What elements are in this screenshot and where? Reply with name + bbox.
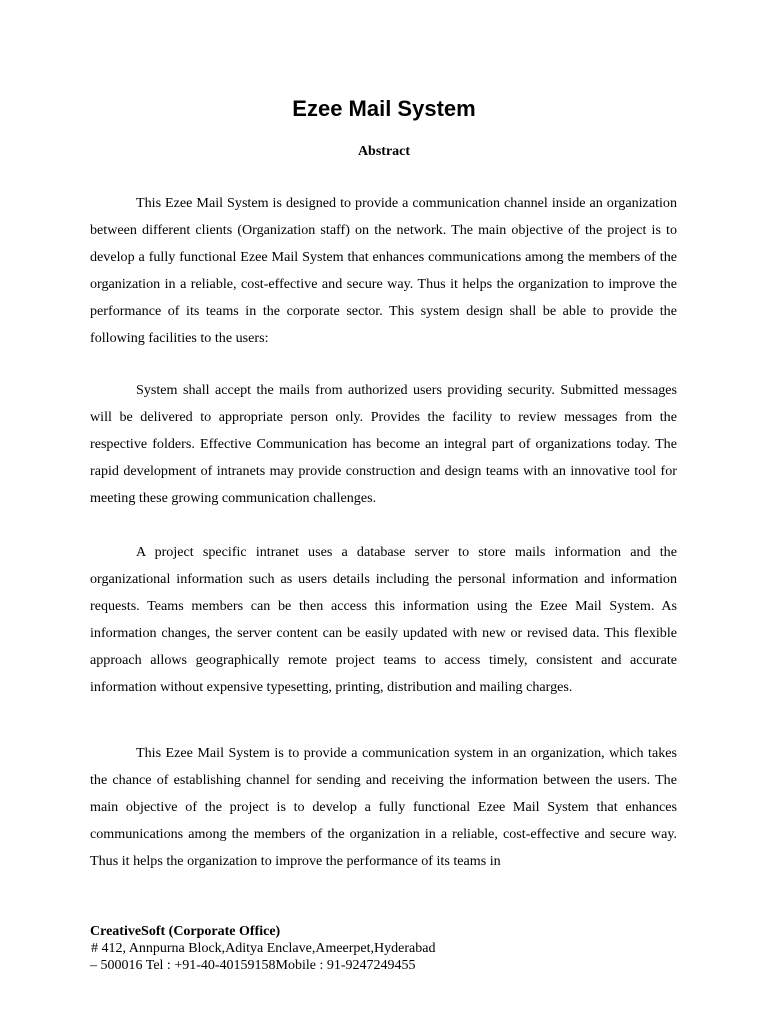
- paragraph-4: This Ezee Mail System is to provide a communication system in an organization, which takes the chance of establishing channel for sending and receiving the information between the users. The main objective of the project is to develop a fully functional Ezee Mail System that enhances communications among the members of the organization in a reliable, cost-effective and secure way. Thus it helps the organization to improve the performance of its teams in: [90, 745, 677, 869]
- abstract-heading: Abstract: [357, 144, 411, 159]
- footer-address: # 412, Annpurna Block,Aditya Enclave,Ameerpet,Hyderabad: [91, 941, 436, 956]
- footer-company-info: [90, 923, 690, 974]
- paragraph-3: A project specific intranet uses a database server to store mails information and the organizational information such as users details including the personal information and information requests. Teams members can be then access this information using the Ezee Mail System. As information changes, the server content can be easily updated with new or revised data. This flexible approach allows geographically remote project teams to access timely, consistent and accurate information without expensive typesetting, printing, distribution and mailing charges.: [90, 544, 677, 695]
- paragraph-1: This Ezee Mail System is designed to provide a communication channel inside an organization between different clients (Organization staff) on the network. The main objective of the project is to develop a fully functional Ezee Mail System that enhances communications among the members of the organization in a reliable, cost-effective and secure way. Thus it helps the organization to improve the performance of its teams in the corporate sector. This system design shall be able to provide the following facilities to the users:: [90, 195, 677, 346]
- footer-company-name: CreativeSoft (Corporate Office): [90, 924, 281, 939]
- document-title: Ezee Mail System: [292, 96, 476, 121]
- footer-contact: – 500016 Tel : +91-40-40159158Mobile : 91-9247249455: [90, 958, 416, 973]
- paragraph-2: System shall accept the mails from authorized users providing security. Submitted messages will be delivered to appropriate person only. Provides the facility to review messages from the respective folders. Effective Communication has become an integral part of organizations today. The rapid development of intranets may provide construction and design teams with an innovative tool for meeting these growing communication challenges.: [90, 382, 677, 506]
